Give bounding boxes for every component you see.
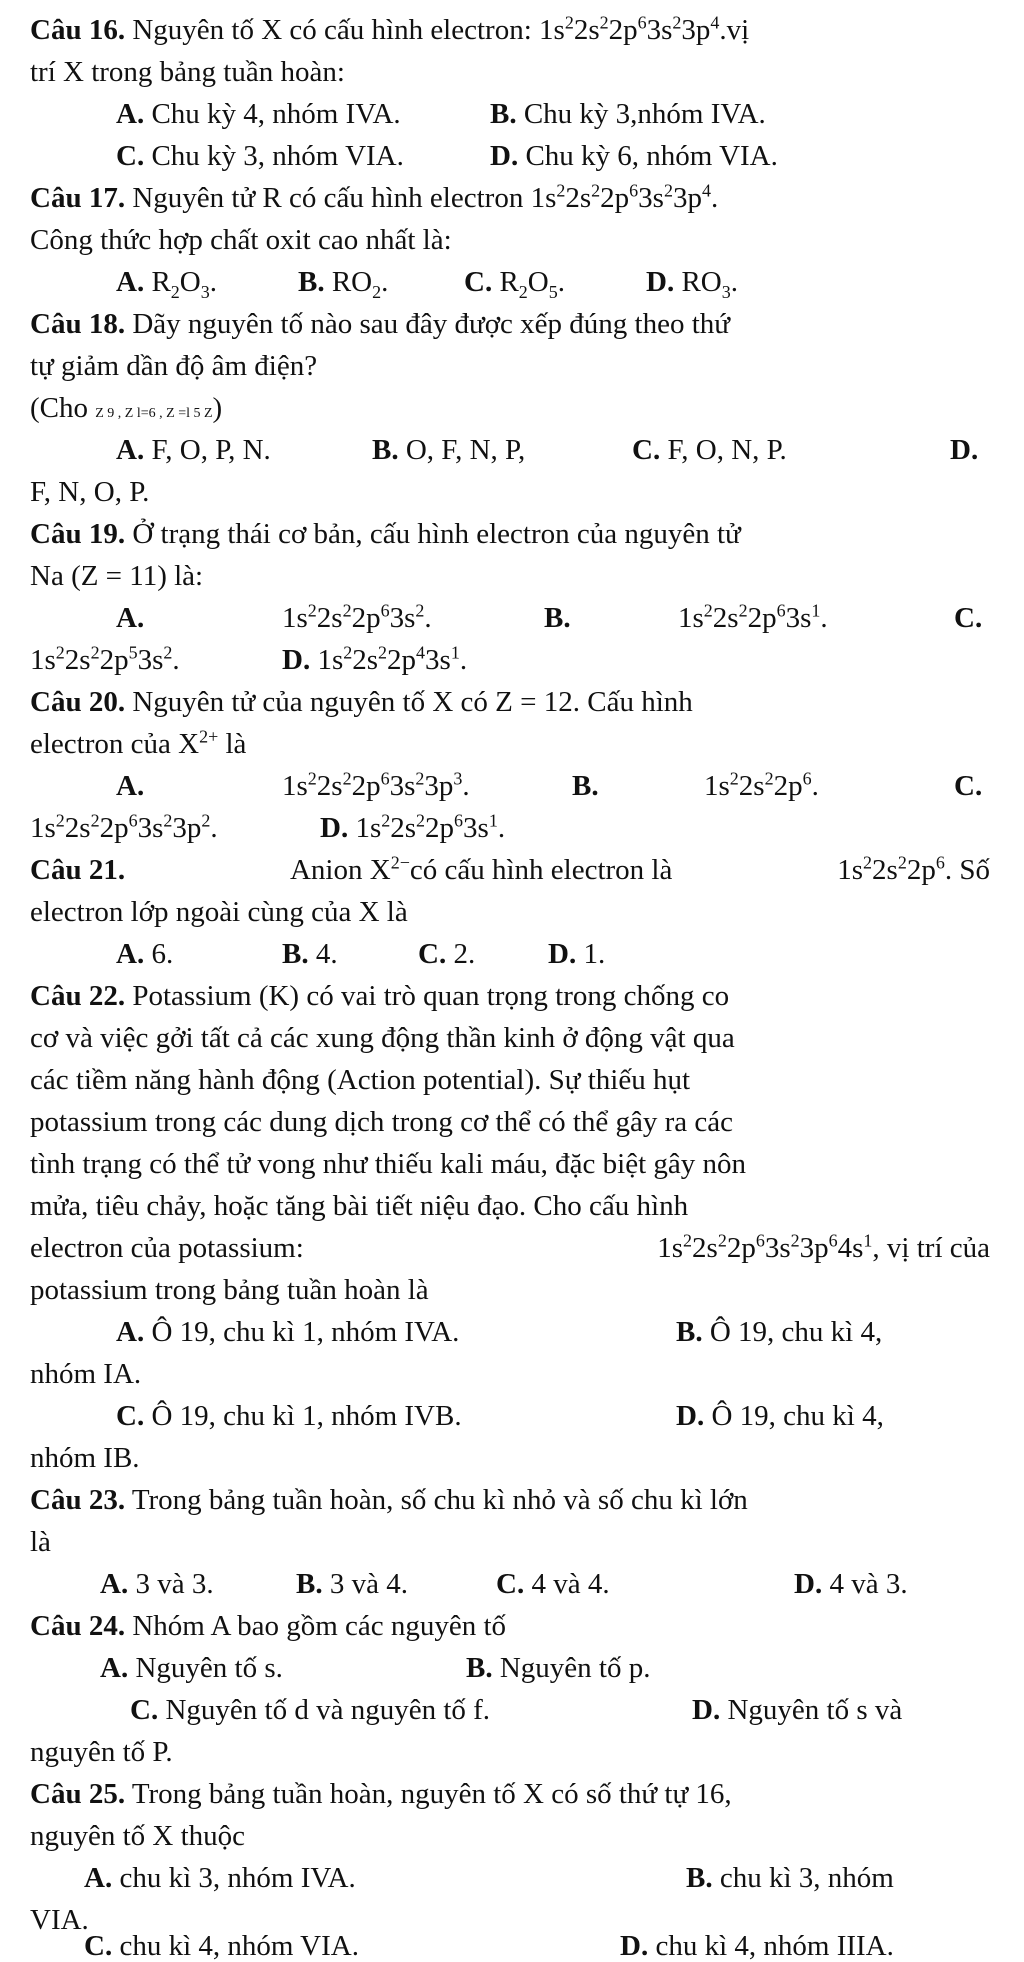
q22-option-b: [676, 1312, 882, 1354]
q21-stem-mid: có cấu hình electron là: [409, 854, 673, 886]
q18-option-b-letter: B.: [372, 434, 399, 466]
q18-label: Câu 18.: [30, 308, 126, 340]
q19-b: B.: [544, 602, 571, 634]
q18-option-a-text: F, O, P, N.: [144, 434, 271, 466]
q18-option-c: [632, 430, 787, 472]
q20-d: D.: [320, 812, 349, 844]
q22-line-6: mửa, tiêu chảy, hoặc tăng bài tiết niệu đạo. Cho cấu hình: [30, 1190, 689, 1222]
q24-d-text: Nguyên tố s và: [720, 1694, 903, 1726]
q23-c: C.: [496, 1568, 525, 1600]
q22-l1: Potassium (K) có vai trò quan trọng trong chống co: [132, 980, 730, 1012]
q19-label: Câu 19.: [30, 518, 126, 550]
q22-c: C.: [116, 1400, 145, 1432]
q17-line-2: Công thức hợp chất oxit cao nhất là:: [30, 224, 452, 256]
q21-b: B.: [282, 938, 309, 970]
q19-d: D.: [282, 644, 311, 676]
q23-option-a: [100, 1564, 214, 1606]
q22-line-4: potassium trong các dung dịch trong cơ thể có thể gây ra các: [30, 1106, 734, 1138]
q16-line-1: Câu 16. Nguyên tố X có cấu hình electron: $1s^22s^22p^63s^23p^4.vị$: [30, 12, 750, 46]
q20-option-b-letter: [572, 766, 599, 808]
q18-option-d-text: F, N, O, P.: [30, 476, 150, 508]
q23-label: Câu 23.: [30, 1484, 126, 1516]
q24-b-text: Nguyên tố p.: [492, 1652, 651, 1684]
q23-option-c: [496, 1564, 610, 1606]
q16-option-d-text: Chu kỳ 6, nhóm VIA.: [518, 140, 778, 172]
q19-option-a-text: $1s^22s^22p^63s^2$.: [282, 600, 432, 634]
q20-b: B.: [572, 770, 599, 802]
q25-label: Câu 25.: [30, 1778, 126, 1810]
q20-stem-b: electron của X: [30, 728, 200, 760]
q25-option-d: [620, 1930, 894, 1962]
q22-a: A.: [116, 1316, 145, 1348]
q23-c-text: 4 và 4.: [524, 1568, 610, 1600]
q19-option-d: D. $1s^22s^22p^43s^1$.: [282, 642, 468, 676]
q16-line-2: trí X trong bảng tuần hoàn:: [30, 56, 345, 88]
q18-option-c-letter: C.: [632, 434, 661, 466]
q17-line-1: Câu 17. Nguyên tử R có cấu hình electron $1s^22s^22p^63s^23p^4$.: [30, 180, 719, 214]
q20-line-2: electron của $X^{2+}$ là: [30, 726, 247, 760]
q21-option-d: [548, 934, 605, 976]
q21-option-a: [116, 934, 173, 976]
q20-option-c-text: $1s^22s^22p^63s^23p^2$.: [30, 810, 218, 844]
q16-option-c-letter: C.: [116, 140, 145, 172]
q22-d: D.: [676, 1400, 705, 1432]
q19-line-1: [30, 514, 741, 556]
q25-line-1: [30, 1774, 732, 1816]
q21-d-text: 1.: [576, 938, 606, 970]
q22-d-text: Ô 19, chu kì 4,: [704, 1400, 884, 1432]
q22-l7a: electron của potassium:: [30, 1232, 304, 1264]
q17-option-a: A. $R_2O_3$.: [116, 266, 217, 302]
q17-label: Câu 17.: [30, 182, 126, 214]
q23-stem: Trong bảng tuần hoàn, số chu kì nhỏ và số chu kì lớn: [131, 1484, 748, 1516]
q16-option-b-text: Chu kỳ 3,nhóm IVA.: [516, 98, 766, 130]
q20-a: A.: [116, 770, 145, 802]
q24-line-1: [30, 1606, 506, 1648]
q22-c-text: Ô 19, chu kì 1, nhóm IVB.: [144, 1400, 462, 1432]
q19-option-b-text: $1s^22s^22p^63s^1$.: [678, 600, 828, 634]
q22-b-text: Ô 19, chu kì 4,: [702, 1316, 883, 1348]
q25-line-2: nguyên tố X thuộc: [30, 1820, 246, 1852]
q24-option-d: [692, 1690, 902, 1732]
q18-line-2: tự giảm dần độ âm điện?: [30, 350, 318, 382]
q23-d: D.: [794, 1568, 823, 1600]
q24-option-c: [130, 1690, 490, 1732]
q23-option-b: [296, 1564, 408, 1606]
q16-option-a-text: Chu kỳ 4, nhóm IVA.: [144, 98, 401, 130]
q23-d-text: 4 và 3.: [822, 1568, 908, 1600]
q21-c: C.: [418, 938, 447, 970]
q22-l7b: , vị trí của: [872, 1232, 990, 1264]
q23-a-text: 3 và 3.: [128, 1568, 214, 1600]
q24-label: Câu 24.: [30, 1610, 126, 1642]
q19-option-c-text: $1s^22s^22p^53s^2$.: [30, 642, 180, 676]
q25-option-c: [84, 1930, 359, 1962]
q24-option-a: [100, 1648, 283, 1690]
q16-option-d: [490, 136, 778, 178]
q25-option-b: [686, 1858, 894, 1900]
q21-b-text: 4.: [308, 938, 338, 970]
q16-option-c: [116, 136, 404, 178]
q22-b: B.: [676, 1316, 703, 1348]
q16-option-d-letter: D.: [490, 140, 519, 172]
q20-option-b-text: $1s^22s^22p^6$.: [704, 768, 819, 802]
q20-option-a-text: $1s^22s^22p^63s^23p^3$.: [282, 768, 470, 802]
q22-option-d: [676, 1396, 884, 1438]
q16-stem: Nguyên tố X có cấu hình electron:: [132, 14, 540, 46]
q25-c: C.: [84, 1930, 113, 1962]
q18-stem: Dãy nguyên tố nào sau đây được xếp đúng theo thứ: [132, 308, 730, 340]
q25-b: B.: [686, 1862, 713, 1894]
q23-option-d: [794, 1564, 908, 1606]
q21-line-2: electron lớp ngoài cùng của X là: [30, 896, 408, 928]
q18-option-a-letter: A.: [116, 434, 145, 466]
q20-option-a-letter: [116, 766, 144, 808]
q25-d-text: chu kì 4, nhóm IIIA.: [648, 1930, 894, 1962]
q24-d: D.: [692, 1694, 721, 1726]
q17-stem: Nguyên tử R có cấu hình electron: [132, 182, 531, 214]
q22-option-d-cont: nhóm IB.: [30, 1442, 140, 1474]
q24-option-d-cont: nguyên tố P.: [30, 1736, 173, 1768]
q22-line-7: electron của potassium: $1s^22s^22p^63s^23p^64s^1$, vị trí của: [30, 1228, 990, 1270]
q18-line-1: [30, 304, 730, 346]
q25-c-text: chu kì 4, nhóm VIA.: [112, 1930, 359, 1962]
q21-option-b: [282, 934, 338, 976]
q21-c-text: 2.: [446, 938, 476, 970]
q24-c-text: Nguyên tố d và nguyên tố f.: [158, 1694, 491, 1726]
q23-b-text: 3 và 4.: [322, 1568, 408, 1600]
q24-c: C.: [130, 1694, 159, 1726]
q19-c: C.: [954, 602, 983, 634]
q19-a: A.: [116, 602, 145, 634]
q19-stem: Ở trạng thái cơ bản, cấu hình electron của nguyên tử: [132, 518, 741, 550]
q20-c: C.: [954, 770, 983, 802]
q17-option-b: B. $RO_2$.: [298, 266, 389, 302]
q21-stem-end: Số: [959, 854, 990, 886]
q18-hint-equation: Z 9 , Z l=6 , Z =l 5 Z: [95, 406, 213, 421]
q23-line-2: là: [30, 1526, 51, 1558]
q23-b: B.: [296, 1568, 323, 1600]
q16-option-b-letter: B.: [490, 98, 517, 130]
q20-option-d: D. $1s^22s^22p^63s^1$.: [320, 810, 506, 844]
q22-line-5: tình trạng có thể tử vong như thiếu kali máu, đặc biệt gây nôn: [30, 1148, 746, 1180]
q16-option-c-text: Chu kỳ 3, nhóm VIA.: [144, 140, 404, 172]
q20-stem: Nguyên tử của nguyên tố X có Z = 12. Cấu hình: [132, 686, 693, 718]
q16-option-a-letter: A.: [116, 98, 145, 130]
q20-line-1: [30, 682, 693, 724]
q18-option-b: [372, 430, 525, 472]
q16-label: Câu 16.: [30, 14, 126, 46]
q21-anion: Anion X: [289, 854, 391, 886]
q17-option-a-letter: A.: [116, 266, 145, 298]
q19-option-b-letter: [544, 598, 571, 640]
q19-option-a-letter: [116, 598, 144, 640]
q25-stem: Trong bảng tuần hoàn, nguyên tố X có số thứ tự 16,: [131, 1778, 732, 1810]
q24-stem: Nhóm A bao gồm các nguyên tố: [132, 1610, 507, 1642]
q18-option-d: [950, 430, 978, 472]
q23-a: A.: [100, 1568, 129, 1600]
q18-hint: (Cho Z 9 , Z l=6 , Z =l 5 Z): [30, 392, 223, 424]
q17-option-c: C. $R_2O_5$.: [464, 266, 565, 302]
q22-line-3: các tiềm năng hành động (Action potential). Sự thiếu hụt: [30, 1064, 691, 1096]
q24-option-b: [466, 1648, 650, 1690]
q19-option-c-letter: [954, 598, 982, 640]
q19-line-2: Na (Z = 11) là:: [30, 560, 204, 592]
q22-option-b-cont: nhóm IA.: [30, 1358, 142, 1390]
q16-stem-tail: .vị: [719, 14, 750, 46]
q21-label: Câu 21.: [30, 854, 126, 886]
q17-option-d: D. $RO_3$.: [646, 266, 738, 302]
q18-option-b-text: O, F, N, P,: [398, 434, 526, 466]
q18-hint-prefix: (Cho: [30, 392, 88, 424]
q18-option-a: [116, 430, 271, 472]
q22-option-c: [116, 1396, 462, 1438]
q22-line-1: [30, 976, 729, 1018]
q25-option-b-cont: VIA.: [30, 1904, 89, 1936]
q21-a-text: 6.: [144, 938, 174, 970]
q16-option-a: [116, 94, 401, 136]
q25-b-text: chu kì 3, nhóm: [712, 1862, 894, 1894]
q18-option-c-text: F, O, N, P.: [660, 434, 787, 466]
q22-label: Câu 22.: [30, 980, 126, 1012]
q21-d: D.: [548, 938, 577, 970]
q22-option-a: [116, 1312, 459, 1354]
q21-a: A.: [116, 938, 145, 970]
q23-line-1: [30, 1480, 748, 1522]
q20-stem-b-tail: là: [218, 728, 247, 760]
q17-option-b-letter: B.: [298, 266, 325, 298]
q24-a-text: Nguyên tố s.: [128, 1652, 283, 1684]
q16-option-b: [490, 94, 766, 136]
q17-option-d-letter: D.: [646, 266, 675, 298]
q25-option-a: [84, 1858, 356, 1900]
q18-option-d-letter: D.: [950, 434, 979, 466]
q20-label: Câu 20.: [30, 686, 126, 718]
q25-a: A.: [84, 1862, 113, 1894]
q22-line-2: cơ và việc gởi tất cả các xung động thần kinh ở động vật qua: [30, 1022, 735, 1054]
q25-d: D.: [620, 1930, 649, 1962]
q17-option-c-letter: C.: [464, 266, 493, 298]
q20-option-c-letter: [954, 766, 982, 808]
q21-option-c: [418, 934, 475, 976]
q24-a: A.: [100, 1652, 129, 1684]
q24-b: B.: [466, 1652, 493, 1684]
q22-a-text: Ô 19, chu kì 1, nhóm IVA.: [144, 1316, 460, 1348]
q25-a-text: chu kì 3, nhóm IVA.: [112, 1862, 356, 1894]
q21-line-1: Câu 21. Anion $X^{2-}có$ cấu hình electron là $1s^22s^22p^6$. Số: [30, 852, 990, 886]
q22-line-8: potassium trong bảng tuần hoàn là: [30, 1274, 429, 1306]
